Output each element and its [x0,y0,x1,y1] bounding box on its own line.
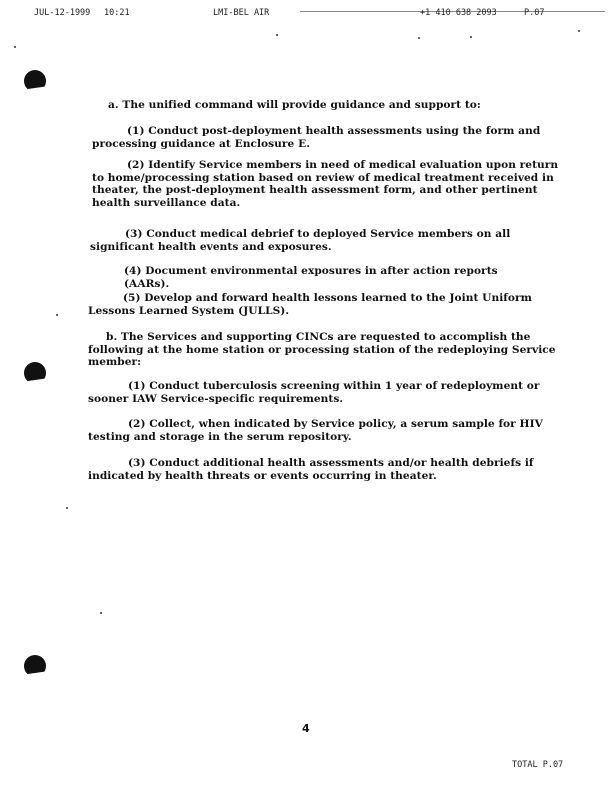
scan-speck [470,36,472,38]
page-number: 4 [302,722,310,735]
fax-sender: LMI-BEL AIR [213,8,270,18]
para-a: a. The unified command will provide guidance and support to: [108,99,481,111]
fax-header [0,8,611,22]
fax-page: P.07 [524,8,545,18]
punch-hole-bottom [24,655,46,677]
scan-speck [56,314,58,316]
punch-hole-middle [24,362,46,384]
scan-speck [66,507,68,509]
para-a3: (3) Conduct medical debrief to deployed Service members on all significant health events and exposures. [90,228,511,253]
para-b: b. The Services and supporting CINCs are requested to accomplish the following at the home station or processing station of the redeploying Service member: [88,331,556,369]
fax-date: JUL-12-1999 [34,8,91,18]
scan-speck [14,46,16,48]
para-a1: (1) Conduct post-deployment health assessments using the form and processing guidance at Enclosure E. [92,125,541,150]
scan-speck [418,37,420,39]
para-b2: (2) Collect, when indicated by Service policy, a serum sample for HIV testing and storage in the serum repository. [88,418,543,443]
scan-speck [276,34,278,36]
para-a5: (5) Develop and forward health lessons learned to the Joint Uniform Lessons Learned System (JULLS). [88,292,532,317]
fax-total: TOTAL P.07 [512,760,564,770]
fax-phone: +1 410 638 2093 [420,8,497,18]
scan-speck [578,30,580,32]
para-b3: (3) Conduct additional health assessments and/or health debriefs if indicated by health threats or events occurring in theater. [88,457,534,482]
para-a2: (2) Identify Service members in need of medical evaluation upon return to home/processing station based on review of medical treatment received in theater, the post-deployment health assessment form, and other pertinent health surveillance data. [92,159,559,209]
fax-time: 10:21 [104,8,130,18]
scan-speck [100,612,102,614]
para-a4: (4) Document environmental exposures in after action reports (AARs). [124,265,498,290]
punch-hole-top [24,70,46,92]
para-b1: (1) Conduct tuberculosis screening within 1 year of redeployment or sooner IAW Service-specific requirements. [88,380,540,405]
